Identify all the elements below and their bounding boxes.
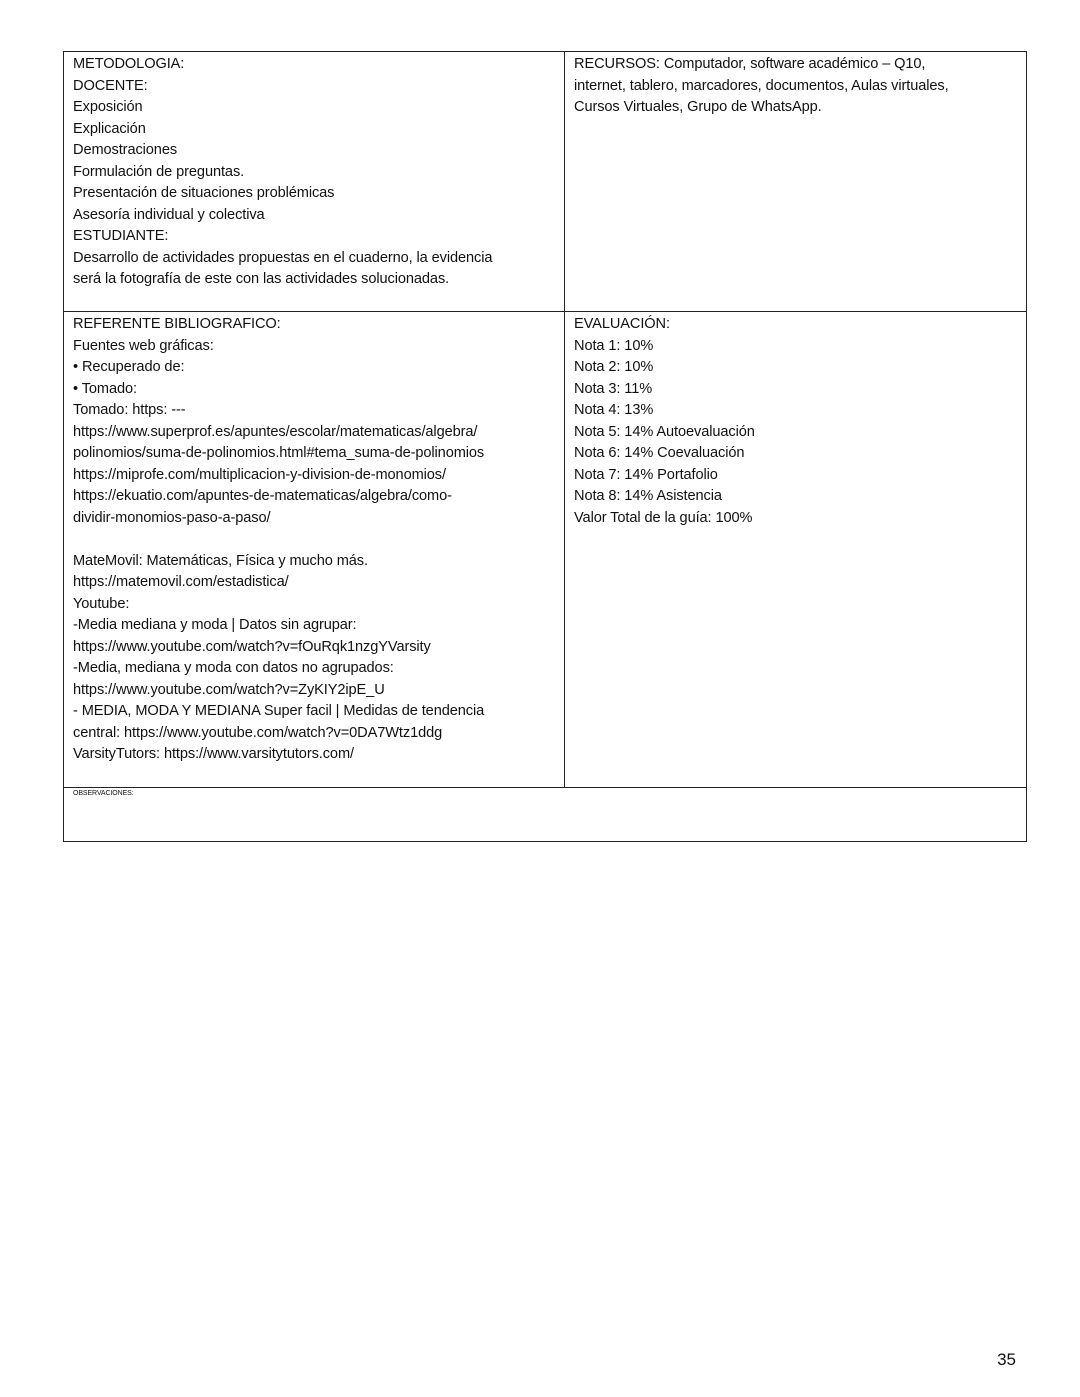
evaluacion-line: Nota 4: 13% [574,402,654,418]
metodologia-line: Formulación de preguntas. [73,163,245,180]
recursos-cell [565,52,1026,311]
observaciones-cell [64,788,143,841]
metodologia-line: Asesoría individual y colectiva [73,206,265,223]
metodologia-line: Exposición [73,99,143,115]
referente-line: • Tomado: [73,380,137,397]
referente-line: https://ekuatio.com/apuntes-de-matematicas/algebra/como- [73,488,452,504]
referente-line: REFERENTE BIBLIOGRAFICO: [73,316,281,332]
referente-line: https://www.youtube.com/watch?v=ZyKIY2ipE_U [73,681,385,698]
evaluacion-line: Nota 8: 14% Asistencia [574,488,722,504]
metodologia-line: Explicación [73,120,146,137]
evaluacion-line: Nota 5: 14% Autoevaluación [574,423,755,440]
evaluacion-line: Nota 1: 10% [574,337,654,354]
referente-line: https://www.youtube.com/watch?v=fOuRqk1nzgYVarsity [73,638,431,655]
evaluacion-line: Nota 3: 11% [574,380,653,397]
metodologia-line: METODOLOGIA: [73,56,185,72]
metodologia-line: ESTUDIANTE: [73,228,169,244]
table-row [64,52,1026,312]
evaluacion-line: Nota 7: 14% Portafolio [574,466,718,483]
metodologia-line: DOCENTE: [73,77,148,94]
referente-line: VarsityTutors: https://www.varsitytutors.com/ [73,746,354,762]
referente-line: https://www.superprof.es/apuntes/escolar/matematicas/algebra/ [73,423,478,440]
recursos-line: internet, tablero, marcadores, documentos, Aulas virtuales, [574,77,949,94]
recursos-line: RECURSOS: Computador, software académico – Q10, [574,56,926,72]
referente-line: - MEDIA, MODA Y MEDIANA Super facil | Medidas de tendencia [73,703,485,719]
referente-bibliografico-cell [64,312,565,787]
referente-line: Tomado: https: --- [73,402,186,418]
referente-line: -Media, mediana y moda con datos no agrupados: [73,660,394,676]
referente-line: https://matemovil.com/estadistica/ [73,574,289,590]
evaluacion-cell [565,312,1026,787]
evaluacion-line: Nota 2: 10% [574,359,654,375]
referente-line: -Media mediana y moda | Datos sin agrupar: [73,617,357,633]
table-row [64,788,1026,841]
observaciones-label: OBSERVACIONES: [73,790,134,797]
referente-line: https://miprofe.com/multiplicacion-y-division-de-monomios/ [73,466,446,483]
referente-line: Youtube: [73,595,130,612]
referente-line: MateMovil: Matemáticas, Física y mucho más. [73,552,368,569]
page-number: 35 [997,1350,1016,1369]
referente-line [73,529,555,551]
referente-line: central: https://www.youtube.com/watch?v=0DA7Wtz1ddg [73,724,443,741]
evaluacion-line: EVALUACIÓN: [574,316,670,332]
evaluacion-line: Valor Total de la guía: 100% [574,509,753,526]
planning-table [63,51,1027,842]
referente-line: polinomios/suma-de-polinomios.html#tema_suma-de-polinomios [73,445,485,461]
referente-line: • Recuperado de: [73,359,185,375]
referente-line: dividir-monomios-paso-a-paso/ [73,509,271,526]
metodologia-line: Presentación de situaciones problémicas [73,185,335,201]
table-row [64,312,1026,788]
metodologia-line: Demostraciones [73,142,178,158]
metodologia-line: será la fotografía de este con las actividades solucionadas. [73,271,450,287]
recursos-line: Cursos Virtuales, Grupo de WhatsApp. [574,99,822,115]
metodologia-cell [64,52,565,311]
evaluacion-line: Nota 6: 14% Coevaluación [574,445,745,461]
referente-line: Fuentes web gráficas: [73,337,214,354]
metodologia-line: Desarrollo de actividades propuestas en el cuaderno, la evidencia [73,249,493,266]
